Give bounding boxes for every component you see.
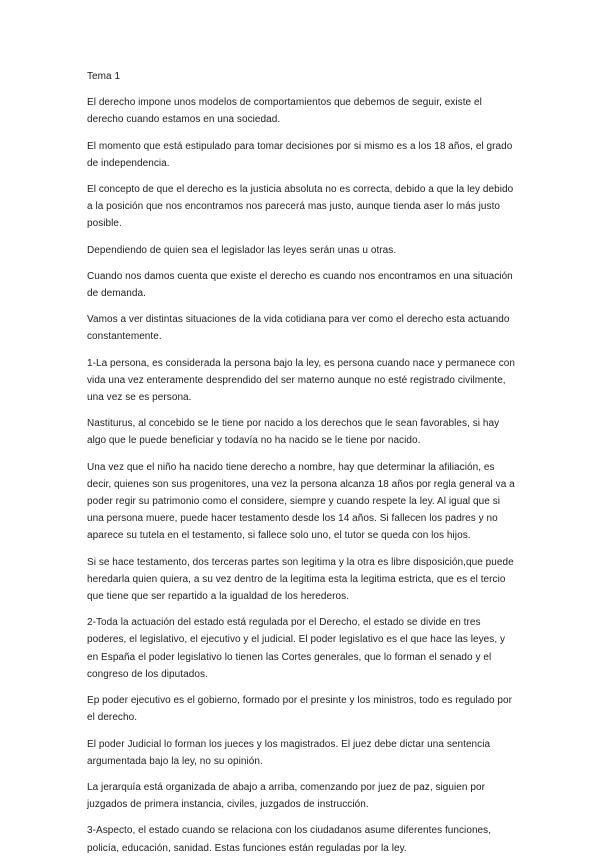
paragraph-hierarchy: La jerarquía está organizada de abajo a arriba, comenzando por juez de paz, siguien por juzgados de primera instancia, civiles, juzgados de instrucción.: [87, 781, 485, 811]
paragraph-age-of-majority: El momento que está estipulado para tomar decisiones por si mismo es a los 18 años, el grado de independencia.: [87, 140, 513, 169]
paragraph-state-powers: 2-Toda la actuación del estado está regulada por el Derecho, el estado se divide en tres poderes, el legislativo, el ejecutivo y el judicial. El poder legislativo es el que hace las leyes, y en España el poder legislativo lo tienen las Cortes generales, que lo forman el senado y el congreso de los diputados.: [87, 617, 506, 680]
paragraph-nasciturus: Nastiturus, al concebido se le tiene por nacido a los derechos que le sean favorables, si hay algo que le puede beneficiar y todavía no ha nacido se le tiene por nacido.: [87, 418, 500, 447]
paragraph-executive: Ep poder ejecutivo es el gobierno, formado por el presinte y los ministros, todo es regulado por el derecho.: [87, 695, 513, 724]
paragraph-testament: Si se hace testamento, dos terceras partes son legitima y la otra es libre disposición,que puede heredarla quien quiera, a su vez dentro de la legitima esta la legitima estricta, que es el tercio que tiene que ser repartido a la igualdad de los herederos.: [87, 556, 514, 603]
paragraph-justice: El concepto de que el derecho es la justicia absoluta no es correcta, debido a que la ley debido a la posición que nos encontramos nos parecerá mas justo, aunque tienda aser lo más justo posible.: [87, 184, 514, 230]
paragraph-child-rights: Una vez que el niño ha nacido tiene derecho a nombre, hay que determinar la afiliación, es decir, quienes son sus progenitores, una vez la persona alcanza 18 años por regla general va a poder regir su patrimonio como el considere, siempre y cuando respete la ley. Al igual que si una persona muere, puede hacer testamento desde los 14 años. Si fallecen los padres y no aparece su tutela en el testamento, si fallece solo uno, el tutor se queda con los hijos.: [87, 461, 515, 542]
paragraph-legislator: Dependiendo de quien sea el legislador las leyes serán unas u otras.: [87, 244, 397, 256]
paragraph-demand: Cuando nos damos cuenta que existe el derecho es cuando nos encontramos en una situación de demanda.: [87, 270, 513, 300]
paragraph-person: 1-La persona, es considerada la persona bajo la ley, es persona cuando nace y permanece con vida una vez enteramente desprendido del ser materno aunque no esté registrado civilmente, una vez se es persona.: [87, 357, 515, 404]
paragraph-judicial: El poder Judicial lo forman los jueces y los magistrados. El juez debe dictar una sentencia argumentada bajo la ley, no su opinión.: [87, 738, 491, 767]
paragraph-definition: El derecho impone unos modelos de comportamientos que debemos de seguir, existe el derecho cuando estamos en una sociedad.: [87, 97, 482, 126]
paragraph-state-functions: 3-Aspecto, el estado cuando se relaciona con los ciudadanos asume diferentes funciones, policía, educación, sanidad. Estas funciones están reguladas por la ley.: [87, 825, 492, 854]
document-body: [87, 68, 517, 866]
paragraph-everyday-situations: Vamos a ver distintas situaciones de la vida cotidiana para ver como el derecho esta actuando constantemente.: [87, 314, 510, 343]
document-title: Tema 1: [87, 71, 121, 82]
